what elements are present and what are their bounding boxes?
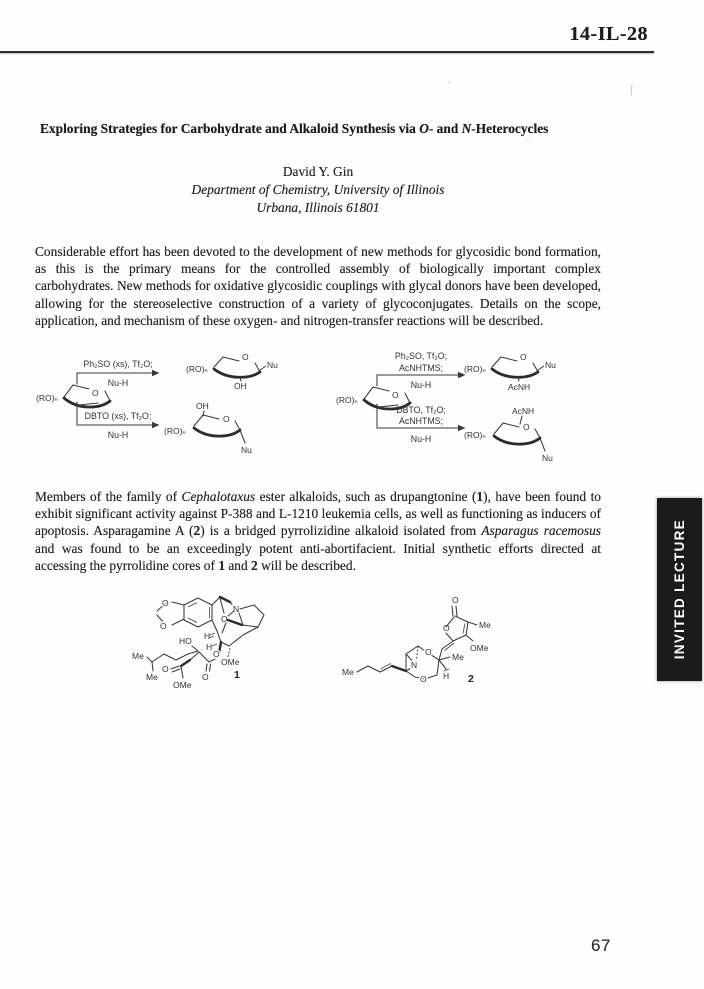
abstract-title xyxy=(40,121,548,137)
p2-text: ester alkaloids, such as drupangtonine ( xyxy=(255,489,477,504)
glycal-substrate-left xyxy=(36,385,110,407)
reaction-scheme xyxy=(30,346,660,470)
p2-text: ) is a bridged pyrrolizidine alkaloid isolated from xyxy=(200,523,482,539)
reagents-bottom-right-2: AcNHTMS; xyxy=(399,416,443,426)
ring-oxygen: O xyxy=(392,390,399,400)
methoxy-group: OMe xyxy=(221,657,240,667)
p2-text: ), have been found to exhibit significant activity against P-388 and L-1210 leukemia cells, as well as functioning as inducers of apoptosis. Asparagamine A ( xyxy=(35,489,601,539)
oh-label: OH xyxy=(234,381,247,391)
dioxole-oxygen: O xyxy=(162,598,169,608)
methoxy-group: OMe xyxy=(470,643,489,653)
ring-oxygen: O xyxy=(520,352,527,362)
nu-label: Nu xyxy=(267,360,278,370)
author-block xyxy=(35,163,601,217)
methyl-group: Me xyxy=(132,651,144,661)
paragraph-glycosylation: Considerable effort has been devoted to the development of new methods for glycosidic bond formation, as this is the primary means for the controlled assembly of biologically important complex carbohydrates. New methods for oxidative glycosidic couplings with glycal donors have been developed, allowing for the stereoselective construction of a variety of glycoconjugates. Details on the scope, application, and mechanism of these oxygen- and nitrogen-transfer reactions will be described. xyxy=(35,244,601,328)
p2-italic-asparagus: Asparagus racemosus xyxy=(481,523,601,539)
carbonyl-oxygen: O xyxy=(162,664,169,674)
nucleophile-bottom-left: Nu-H xyxy=(107,430,129,440)
p2-bold-2: 2 xyxy=(193,523,201,539)
nu-label: Nu xyxy=(545,360,556,370)
ro-label: (RO)ₙ xyxy=(336,395,358,405)
p2-text: and xyxy=(225,557,252,573)
carbonyl-oxygen: O xyxy=(202,672,209,682)
methoxy-group: OMe xyxy=(173,680,192,690)
header-rule xyxy=(0,51,654,53)
p2-bold-1: 1 xyxy=(218,557,226,573)
bridge-oxygen: O xyxy=(420,674,427,684)
title-part: Exploring Strategies for Carbohydrate and Alkaloid Synthesis via xyxy=(40,121,420,136)
reagents-top-right-2: AcNHTMS; xyxy=(399,363,443,373)
scan-artifact xyxy=(631,85,633,96)
reagents-top-right-1: Ph₂SO, Tf₂O; xyxy=(394,351,448,361)
ro-label: (RO)ₙ xyxy=(464,430,486,440)
reagents-bottom-right-1: DBTO, Tf₂O; xyxy=(396,405,446,415)
nitrogen-atom: N xyxy=(233,604,240,614)
scan-artifact xyxy=(448,82,451,83)
stereo-hydrogen: H xyxy=(206,642,213,652)
invited-lecture-label: INVITED LECTURE xyxy=(672,519,687,660)
arrow-right-top xyxy=(377,351,466,390)
compound-1-drupangtonine xyxy=(132,597,264,690)
ring-oxygen: O xyxy=(92,388,99,398)
invited-lecture-tab xyxy=(657,498,702,681)
stereo-hydrogen: H xyxy=(204,631,211,641)
reagents-top-left: Ph₂SO (xs), Tf₂O; xyxy=(83,359,153,369)
p2-text: Members of the family of xyxy=(35,489,182,504)
methyl-group: Me xyxy=(342,667,354,677)
bridge-oxygen: O xyxy=(425,647,432,657)
title-italic-n: N xyxy=(461,121,472,136)
product-right-bottom xyxy=(464,406,553,463)
acnh-label: AcNH xyxy=(512,406,535,416)
lactone-oxygen: O xyxy=(443,623,450,633)
nitrogen-atom: N xyxy=(411,660,418,670)
author-affiliation: Department of Chemistry, University of Illinois xyxy=(191,182,445,197)
product-right-top xyxy=(464,352,556,392)
bridge-oxygen: O xyxy=(221,614,228,624)
author-address: Urbana, Illinois 61801 xyxy=(256,200,380,215)
nucleophile-top-right: Nu-H xyxy=(410,380,432,390)
ester-oxygen: O xyxy=(213,649,220,659)
methyl-group: Me xyxy=(452,652,464,662)
compound-number-1: 1 xyxy=(234,669,240,681)
p2-bold-2: 2 xyxy=(251,557,258,573)
title-part: -Heterocycles xyxy=(471,121,549,136)
compound-structures xyxy=(110,583,530,708)
product-left-bottom xyxy=(164,401,252,455)
ro-label: (RO)ₙ xyxy=(186,364,208,374)
nucleophile-bottom-right: Nu-H xyxy=(410,434,432,444)
ring-oxygen: O xyxy=(242,352,249,362)
reagents-bottom-left: DBTO (xs), Tf₂O; xyxy=(84,411,152,421)
stereo-hydrogen: H xyxy=(443,671,450,681)
methyl-group: Me xyxy=(146,672,158,682)
ro-label: (RO)ₙ xyxy=(164,426,186,436)
scan-artifact xyxy=(527,140,529,142)
p2-text: and was found to be an exceedingly potent anti-abortifacient. Initial synthetic efforts directed at accessing the pyrrolidine cores of xyxy=(35,540,601,573)
ro-label: (RO)ₙ xyxy=(36,393,58,403)
p2-bold-1: 1 xyxy=(476,489,484,504)
acnh-label: AcNH xyxy=(508,382,531,392)
nu-label: Nu xyxy=(241,445,252,455)
carbonyl-oxygen: O xyxy=(452,595,459,605)
p2-text: will be described. xyxy=(257,557,356,573)
title-italic-o: O xyxy=(419,121,429,136)
compound-number-2: 2 xyxy=(468,673,474,685)
arrow-left-top xyxy=(77,359,160,388)
ring-oxygen: O xyxy=(223,414,230,424)
abstract-code: 14-IL-28 xyxy=(569,23,648,45)
author-name: David Y. Gin xyxy=(282,164,354,179)
nucleophile-top-left: Nu-H xyxy=(107,378,129,388)
hydroxyl-group: HO xyxy=(179,636,192,646)
product-left-top xyxy=(186,352,278,391)
oh-label: OH xyxy=(196,401,209,411)
dioxole-oxygen: O xyxy=(160,621,167,631)
methyl-group: Me xyxy=(479,620,491,630)
paragraph-alkaloids xyxy=(35,488,601,574)
ring-oxygen: O xyxy=(523,422,530,432)
compound-2-asparagamine xyxy=(342,595,491,685)
p2-italic-cephalotaxus: Cephalotaxus xyxy=(181,489,256,504)
title-part: - and xyxy=(428,121,462,136)
ro-label: (RO)ₙ xyxy=(464,364,486,374)
nu-label: Nu xyxy=(542,453,553,463)
page-number: 67 xyxy=(591,936,611,955)
